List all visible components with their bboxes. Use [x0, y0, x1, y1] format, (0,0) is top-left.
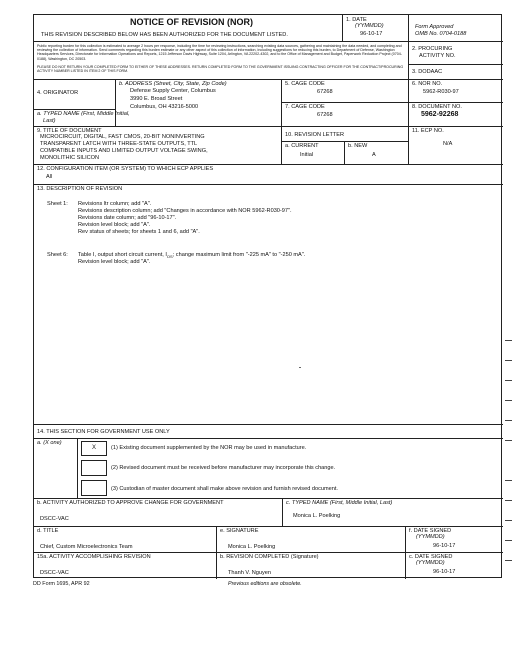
scan-mark	[505, 480, 512, 481]
footer-form-number: DD Form 1695, APR 92	[33, 581, 90, 587]
address-line-2[interactable]: 3990 E. Broad Street	[130, 96, 183, 102]
date-format: (YYMMDD)	[355, 23, 384, 29]
option-1-checkbox[interactable]: X	[81, 441, 107, 456]
c-date-signed-value[interactable]: 96-10-17	[433, 569, 456, 575]
config-value[interactable]: All	[46, 174, 53, 180]
authorized-activity-label: b. ACTIVITY AUTHORIZED TO APPROVE CHANGE FOR GOVERNMENT	[37, 500, 224, 506]
address-line-1[interactable]: Defense Supply Center, Columbus	[130, 88, 216, 94]
nor-number-label: 6. NOR NO.	[412, 81, 443, 87]
option-3-checkbox[interactable]	[81, 480, 107, 496]
authorized-activity-cell	[34, 499, 283, 527]
f-date-value[interactable]: 96-10-17	[433, 543, 456, 549]
authorized-activity-value[interactable]: DSCC-VAC	[40, 516, 69, 522]
revision-letter-cell	[282, 127, 409, 142]
cage5-value[interactable]: 67268	[317, 89, 333, 95]
scan-speck	[299, 367, 301, 368]
accomplishing-activity-label: 15a. ACTIVITY ACCOMPLISHING REVISION	[37, 554, 151, 560]
description-label: 13. DESCRIPTION OF REVISION	[37, 186, 123, 192]
document-number-cell	[409, 103, 503, 127]
doc-title-cell	[34, 127, 282, 165]
omb-number: OMB No. 0704-0188	[415, 31, 467, 37]
return-instructions: PLEASE DO NOT RETURN YOUR COMPLETED FORM TO EITHER OF THESE ADDRESSES. RETURN COMPLETED FORM TO THE GOVERNMENT ISSUING CONTRACTING OFFICER FOR THE CONTRACT/PROCURING ACTIVITY NUMBER LISTED IN ITEM 2 OF THIS FORM.	[37, 65, 404, 74]
current-value[interactable]: Initial	[300, 152, 314, 158]
e-signature-label: e. SIGNATURE	[220, 528, 259, 534]
burden-statement: Public reporting burden for this collection is estimated to average 2 hours per response, including the time for reviewing instructions, searching existing data sources, gathering and maintaining the data needed, and completing and reviewing the collection of information. Send comments regarding this burden estimate or any other aspect of this collection of information, including suggestions for reducing this burden, to Department of Defense, Washington Headquarters Services, Directorate for Information Operations and Reports, 1215 Jefferson Davis Highway, Suite 1204, Arlington, VA 22202-4302, and to the Office of Management and Budget, Paperwork Reduction Project (0704-0188), Washington, DC 20503.	[37, 44, 402, 61]
x-one-cell	[34, 439, 503, 499]
scan-mark	[505, 500, 512, 501]
revision-letter-label: 10. REVISION LETTER	[285, 132, 345, 138]
d-title-cell	[34, 527, 217, 553]
typed-name-label-2: Last)	[43, 118, 56, 124]
sheet1-line: Revisions description column; add "Changes in accordance with NOR 5962-R030-97".	[78, 208, 292, 214]
procuring-label: 2. PROCURING	[412, 46, 453, 52]
revision-completed-cell	[217, 553, 406, 579]
footer-previous-editions: Previous editions are obsolete.	[228, 581, 302, 587]
scan-mark	[505, 380, 512, 381]
sheet6-line-1-pre: Table I, output short circuit current, I	[78, 252, 167, 258]
cage7-value[interactable]: 67268	[317, 112, 333, 118]
cage7-cell	[282, 103, 409, 127]
sheet6-line-1-post: ; change maximum limit from "-225 mA" to "-250 mA".	[172, 252, 306, 258]
scan-mark	[505, 540, 512, 541]
config-cell	[34, 165, 503, 185]
doc-title-line-1[interactable]: MICROCIRCUIT, DIGITAL, FAST CMOS, 20-BIT NONINVERTING	[40, 134, 205, 140]
burden-cell	[34, 42, 409, 80]
c-date-signed-cell	[406, 553, 503, 579]
c-typed-name-label: c. TYPED NAME (First, Middle Initial, Last)	[286, 500, 393, 506]
new-value[interactable]: A	[372, 152, 376, 158]
accomplishing-activity-value[interactable]: DSCC-VAC	[40, 570, 69, 576]
sheet1-line: Revision level block; add "A".	[78, 222, 151, 228]
ecp-value[interactable]: N/A	[443, 141, 453, 147]
form-title: NOTICE OF REVISION (NOR)	[130, 17, 254, 27]
form-approved: Form Approved	[415, 24, 454, 30]
sheet1-line: Revisions date column; add "96-10-17".	[78, 215, 177, 221]
typed-name-label: a. TYPED NAME (First, Middle Initial,	[37, 111, 130, 117]
doc-title-line-2[interactable]: TRANSPARENT LATCH WITH THREE-STATE OUTPUTS, TTL	[40, 141, 198, 147]
scan-mark	[505, 440, 512, 441]
f-date-format: (YYMMDD)	[416, 534, 445, 540]
sheet6-line-1-sub: OS	[166, 254, 173, 260]
current-label: a. CURRENT	[285, 143, 319, 149]
c-date-signed-label: c. DATE SIGNED	[409, 554, 453, 560]
option-3-text: (3) Custodian of master document shall make above revision and furnish revised document.	[111, 486, 338, 492]
e-signature-cell	[217, 527, 406, 553]
d-title-label: d. TITLE	[37, 528, 59, 534]
new-cell	[345, 142, 409, 165]
current-cell	[282, 142, 345, 165]
nor-number-cell	[409, 80, 503, 103]
dodaac-label: 3. DODAAC	[412, 69, 443, 75]
document-number-label: 8. DOCUMENT NO.	[412, 104, 462, 110]
sheet1-line: Rev status of sheets; for sheets 1 and 6, add "A".	[78, 229, 200, 235]
revision-completed-label: b. REVISION COMPLETED (Signature)	[220, 554, 319, 560]
cage5-cell	[282, 80, 409, 103]
document-number-value[interactable]: 5962-92268	[421, 111, 459, 118]
nor-number-value[interactable]: 5962-R030-97	[423, 89, 459, 95]
option-1-text: (1) Existing document supplemented by the NOR may be used in manufacture.	[111, 445, 307, 451]
address-label: b. ADDRESS (Street, City, State, Zip Code)	[119, 81, 227, 87]
dodaac-cell	[409, 65, 503, 80]
address-line-3[interactable]: Columbus, OH 43216-5000	[130, 104, 199, 110]
date-value[interactable]: 96-10-17	[360, 31, 383, 37]
cage7-label: 7. CAGE CODE	[285, 104, 325, 110]
scan-mark	[505, 340, 512, 341]
f-date-cell	[406, 527, 503, 553]
doc-title-line-4[interactable]: MONOLITHIC SILICON	[40, 155, 100, 161]
option-2-checkbox[interactable]	[81, 460, 107, 476]
option-2-text: (2) Revised document must be received before manufacturer may incorporate this change.	[111, 465, 336, 471]
revision-completed-value[interactable]: Thanh V. Nguyen	[228, 570, 272, 576]
config-label: 12. CONFIGURATION ITEM (OR SYSTEM) TO WHICH ECP APPLIES	[37, 166, 214, 172]
description-cell	[34, 185, 503, 425]
c-typed-name-value[interactable]: Monica L. Poelking	[293, 513, 341, 519]
sheet1-label: Sheet 1:	[47, 201, 68, 207]
sheet1-line: Revisions ltr column; add "A".	[78, 201, 152, 207]
date-label: 1. DATE	[346, 17, 367, 23]
approval-cell	[409, 15, 503, 42]
scan-mark	[505, 520, 512, 521]
scan-mark	[505, 400, 512, 401]
e-signature-value[interactable]: Monica L. Poelking	[228, 544, 276, 550]
c-date-signed-format: (YYMMDD)	[416, 560, 445, 566]
gov-section-cell	[34, 425, 503, 439]
originator-cell	[34, 80, 130, 127]
sheet6-line-2: Revision level block; add "A".	[78, 259, 151, 265]
scan-mark	[505, 420, 512, 421]
form-subtitle: THIS REVISION DESCRIBED BELOW HAS BEEN AUTHORIZED FOR THE DOCUMENT LISTED.	[41, 32, 288, 38]
sheet6-label: Sheet 6:	[47, 252, 68, 258]
header-cell	[34, 15, 343, 42]
gov-section-label: 14. THIS SECTION FOR GOVERNMENT USE ONLY	[37, 429, 170, 435]
procuring-label-2: ACTIVITY NO.	[419, 53, 456, 59]
f-date-label: f. DATE SIGNED	[409, 528, 452, 534]
accomplishing-activity-cell	[34, 553, 217, 579]
originator-label: 4. ORIGINATOR	[37, 90, 79, 96]
doc-title-line-3[interactable]: COMPATIBLE INPUTS AND LIMITED OUTPUT VOLTAGE SWING,	[40, 148, 208, 154]
procuring-cell	[409, 42, 503, 65]
doc-title-label: 9. TITLE OF DOCUMENT	[37, 128, 102, 134]
d-title-value[interactable]: Chief, Custom Microelectronics Team	[40, 544, 133, 550]
ecp-label: 11. ECP NO.	[412, 128, 444, 134]
x-one-label: a. (X one)	[37, 440, 62, 446]
scan-mark	[505, 360, 512, 361]
c-typed-name-cell	[283, 499, 503, 527]
date-cell	[343, 15, 409, 42]
cage5-label: 5. CAGE CODE	[285, 81, 325, 87]
scan-mark	[505, 560, 512, 561]
address-cell	[116, 80, 282, 127]
nor-form	[33, 14, 502, 578]
new-label: b. NEW	[348, 143, 368, 149]
ecp-cell	[409, 127, 503, 165]
